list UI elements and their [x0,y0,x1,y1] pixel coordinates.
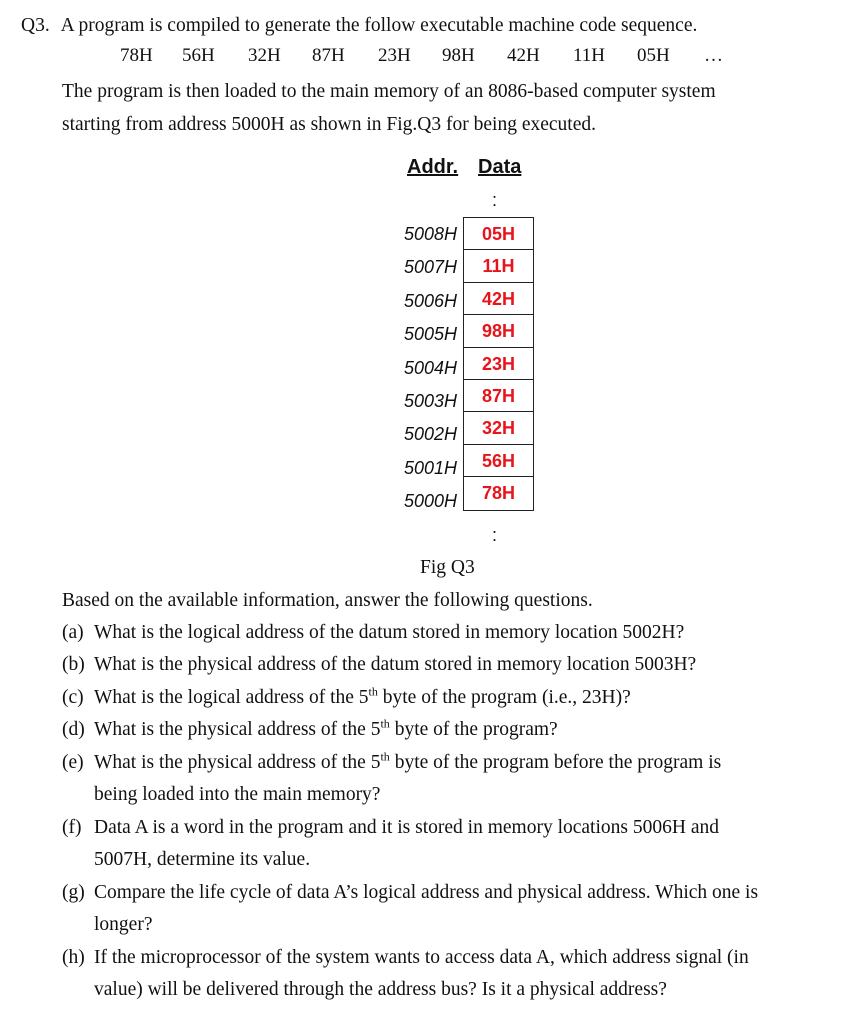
code-byte: 87H [312,45,345,66]
sub-question-label: (d) [62,719,85,740]
question-intro [21,14,697,38]
address-label: 5005H [403,324,457,345]
figure-caption: Fig Q3 [420,557,475,578]
sub-question-label: (h) [62,947,85,968]
memory-cell: 05H [464,218,533,250]
sub-question-text: What is the physical address of the 5 [94,719,381,740]
sub-question-label: (g) [62,882,85,903]
sub-question-text: What is the physical address of the datum stored in memory location 5003H? [94,654,697,675]
sub-question-text: If the microprocessor of the system wants to access data A, which address signal (in [94,947,749,968]
code-byte: 56H [182,45,215,66]
memory-cell: 42H [464,283,533,315]
address-label: 5002H [403,424,457,445]
question-intro-text: A program is compiled to generate the follow executable machine code sequence. [60,15,698,36]
memory-cell: 56H [464,445,533,477]
address-column [395,218,457,519]
load-text-line-1: The program is then loaded to the main memory of an 8086-based computer system [62,81,716,102]
code-byte: 05H [637,45,670,66]
question-number: Q3. [21,15,50,36]
sub-question-g [62,881,758,905]
memory-table [463,217,534,511]
address-label: 5000H [403,491,457,512]
sub-question-text: Data A is a word in the program and it is stored in memory locations 5006H and [94,817,719,838]
sub-question-text: Compare the life cycle of data A’s logical address and physical address. Which one is [94,882,759,903]
addr-header: Addr. [407,156,459,178]
sub-question-e [62,751,721,775]
sub-question-text: byte of the program (i.e., 23H)? [377,687,631,708]
address-label: 5001H [403,457,457,478]
top-ellipsis: : [492,190,498,210]
sub-question-f-line-2: 5007H, determine its value. [94,849,311,870]
sub-question-c [62,686,631,710]
sub-question-g-line-2: longer? [94,914,153,935]
sub-question-text: byte of the program? [389,719,558,740]
code-byte: 42H [507,45,540,66]
sub-question-d [62,718,558,742]
code-byte: 32H [248,45,281,66]
sub-question-label: (a) [62,622,84,643]
instructions: Based on the available information, answer the following questions. [62,590,593,611]
sub-question-a [62,621,684,645]
memory-cell: 98H [464,315,533,347]
load-text-line-2: starting from address 5000H as shown in Fig.Q3 for being executed. [62,114,596,135]
data-header: Data [478,156,522,178]
sub-question-h-line-2: value) will be delivered through the address bus? Is it a physical address? [94,979,667,1000]
sub-question-label: (e) [62,752,84,773]
sub-question-e-line-2: being loaded into the main memory? [94,784,381,805]
memory-cell: 11H [464,250,533,282]
sub-question-f [62,816,719,840]
address-label: 5004H [403,357,457,378]
superscript: th [380,749,390,764]
superscript: th [380,716,390,731]
address-label: 5006H [403,290,457,311]
code-byte: 78H [120,45,153,66]
memory-cell: 23H [464,348,533,380]
sub-question-label: (b) [62,654,85,675]
memory-cell: 87H [464,380,533,412]
superscript: th [368,684,378,699]
bottom-ellipsis: : [492,525,498,545]
sub-question-h [62,946,749,970]
memory-cell: 78H [481,483,516,504]
memory-cell: 32H [464,412,533,444]
sub-question-label: (f) [62,817,82,838]
sub-question-b [62,653,696,677]
sub-question-text: What is the logical address of the 5 [94,687,369,708]
sub-question-text: What is the logical address of the datum stored in memory location 5002H? [94,622,685,643]
address-label: 5003H [403,390,457,411]
code-byte: 11H [573,45,606,66]
code-ellipsis: … [704,45,723,66]
sub-question-text: byte of the program before the program is [389,752,722,773]
code-byte: 23H [378,45,411,66]
address-label: 5007H [403,257,457,278]
address-label: 5008H [403,224,457,244]
sub-question-label: (c) [62,687,84,708]
sub-question-text: What is the physical address of the 5 [94,752,381,773]
code-byte: 98H [442,45,475,66]
